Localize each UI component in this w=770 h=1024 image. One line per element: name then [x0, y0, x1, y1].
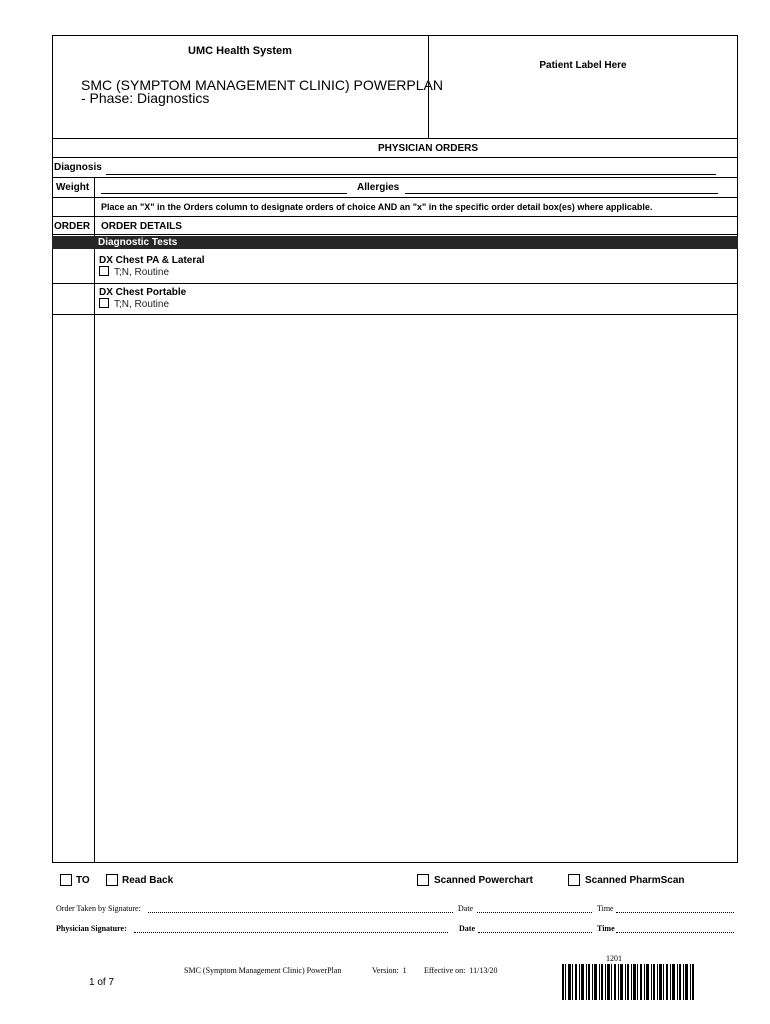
- weight-label: Weight: [56, 182, 90, 193]
- section-title: Diagnostic Tests: [98, 237, 178, 248]
- physician-time-field[interactable]: [616, 932, 734, 933]
- form-frame: [52, 35, 738, 863]
- order-taken-time-field[interactable]: [616, 912, 734, 913]
- item-rule-2: [52, 314, 738, 315]
- weight-divider: [94, 177, 95, 197]
- rule-3: [52, 197, 738, 198]
- order-taken-date-field[interactable]: [477, 912, 592, 913]
- allergies-field[interactable]: [405, 193, 718, 194]
- scanned-powerchart-label: Scanned Powerchart: [434, 875, 533, 886]
- diagnosis-label: Diagnosis: [54, 162, 102, 173]
- to-label: TO: [76, 875, 90, 886]
- patient-label-area[interactable]: Patient Label Here: [539, 60, 627, 71]
- scanned-pharmscan-checkbox[interactable]: [568, 874, 580, 886]
- order-item-name: DX Chest Portable: [99, 287, 187, 298]
- order-item-detail: T;N, Routine: [114, 299, 170, 310]
- page-number: 1 of 7: [89, 977, 115, 988]
- rule-5: [52, 234, 738, 235]
- scanned-powerchart-checkbox[interactable]: [417, 874, 429, 886]
- diagnosis-field[interactable]: [106, 174, 716, 175]
- section-bar-diagnostic-tests: [52, 236, 738, 249]
- footer-doc-name: SMC (Symptom Management Clinic) PowerPlan: [184, 966, 342, 975]
- read-back-checkbox[interactable]: [106, 874, 118, 886]
- physician-signature-field[interactable]: [134, 932, 448, 933]
- physician-orders-title: PHYSICIAN ORDERS: [377, 143, 478, 154]
- rule-1: [52, 157, 738, 158]
- allergies-label: Allergies: [357, 182, 400, 193]
- rule-4: [52, 216, 738, 217]
- order-column-divider: [94, 197, 95, 863]
- order-details-column-header: ORDER DETAILS: [101, 221, 182, 232]
- order-taken-label: Order Taken by Signature:: [56, 904, 141, 913]
- barcode-number: 1201: [606, 954, 622, 963]
- order-item-name: DX Chest PA & Lateral: [99, 255, 205, 266]
- plan-title: SMC (SYMPTOM MANAGEMENT CLINIC) POWERPLAN: [81, 77, 443, 93]
- org-name: UMC Health System: [188, 45, 292, 57]
- physician-time-label: Time: [597, 924, 615, 933]
- order-taken-signature-field[interactable]: [148, 912, 453, 913]
- item-rule-1: [52, 283, 738, 284]
- to-checkbox[interactable]: [60, 874, 72, 886]
- order-item-detail: T;N, Routine: [114, 267, 170, 278]
- weight-field[interactable]: [101, 193, 347, 194]
- footer-version: Version: 1: [372, 966, 407, 975]
- barcode-image: [562, 964, 694, 1000]
- header-bottom-rule: [52, 138, 738, 139]
- order-detail-checkbox[interactable]: [99, 298, 109, 308]
- order-taken-time-label: Time: [597, 904, 614, 913]
- rule-2: [52, 177, 738, 178]
- order-column-header: ORDER: [54, 221, 91, 232]
- order-detail-checkbox[interactable]: [99, 266, 109, 276]
- scanned-pharmscan-label: Scanned PharmScan: [585, 875, 685, 886]
- read-back-label: Read Back: [122, 875, 174, 886]
- order-taken-date-label: Date: [458, 904, 474, 913]
- physician-date-label: Date: [459, 924, 475, 933]
- physician-signature-label: Physician Signature:: [56, 924, 127, 933]
- physician-date-field[interactable]: [478, 932, 592, 933]
- plan-phase: - Phase: Diagnostics: [81, 90, 210, 106]
- instruction-text: Place an "X" in the Orders column to designate orders of choice AND an "x" in the specific order detail box(es) where applicable.: [101, 202, 653, 212]
- footer-effective: Effective on: 11/13/20: [424, 966, 498, 975]
